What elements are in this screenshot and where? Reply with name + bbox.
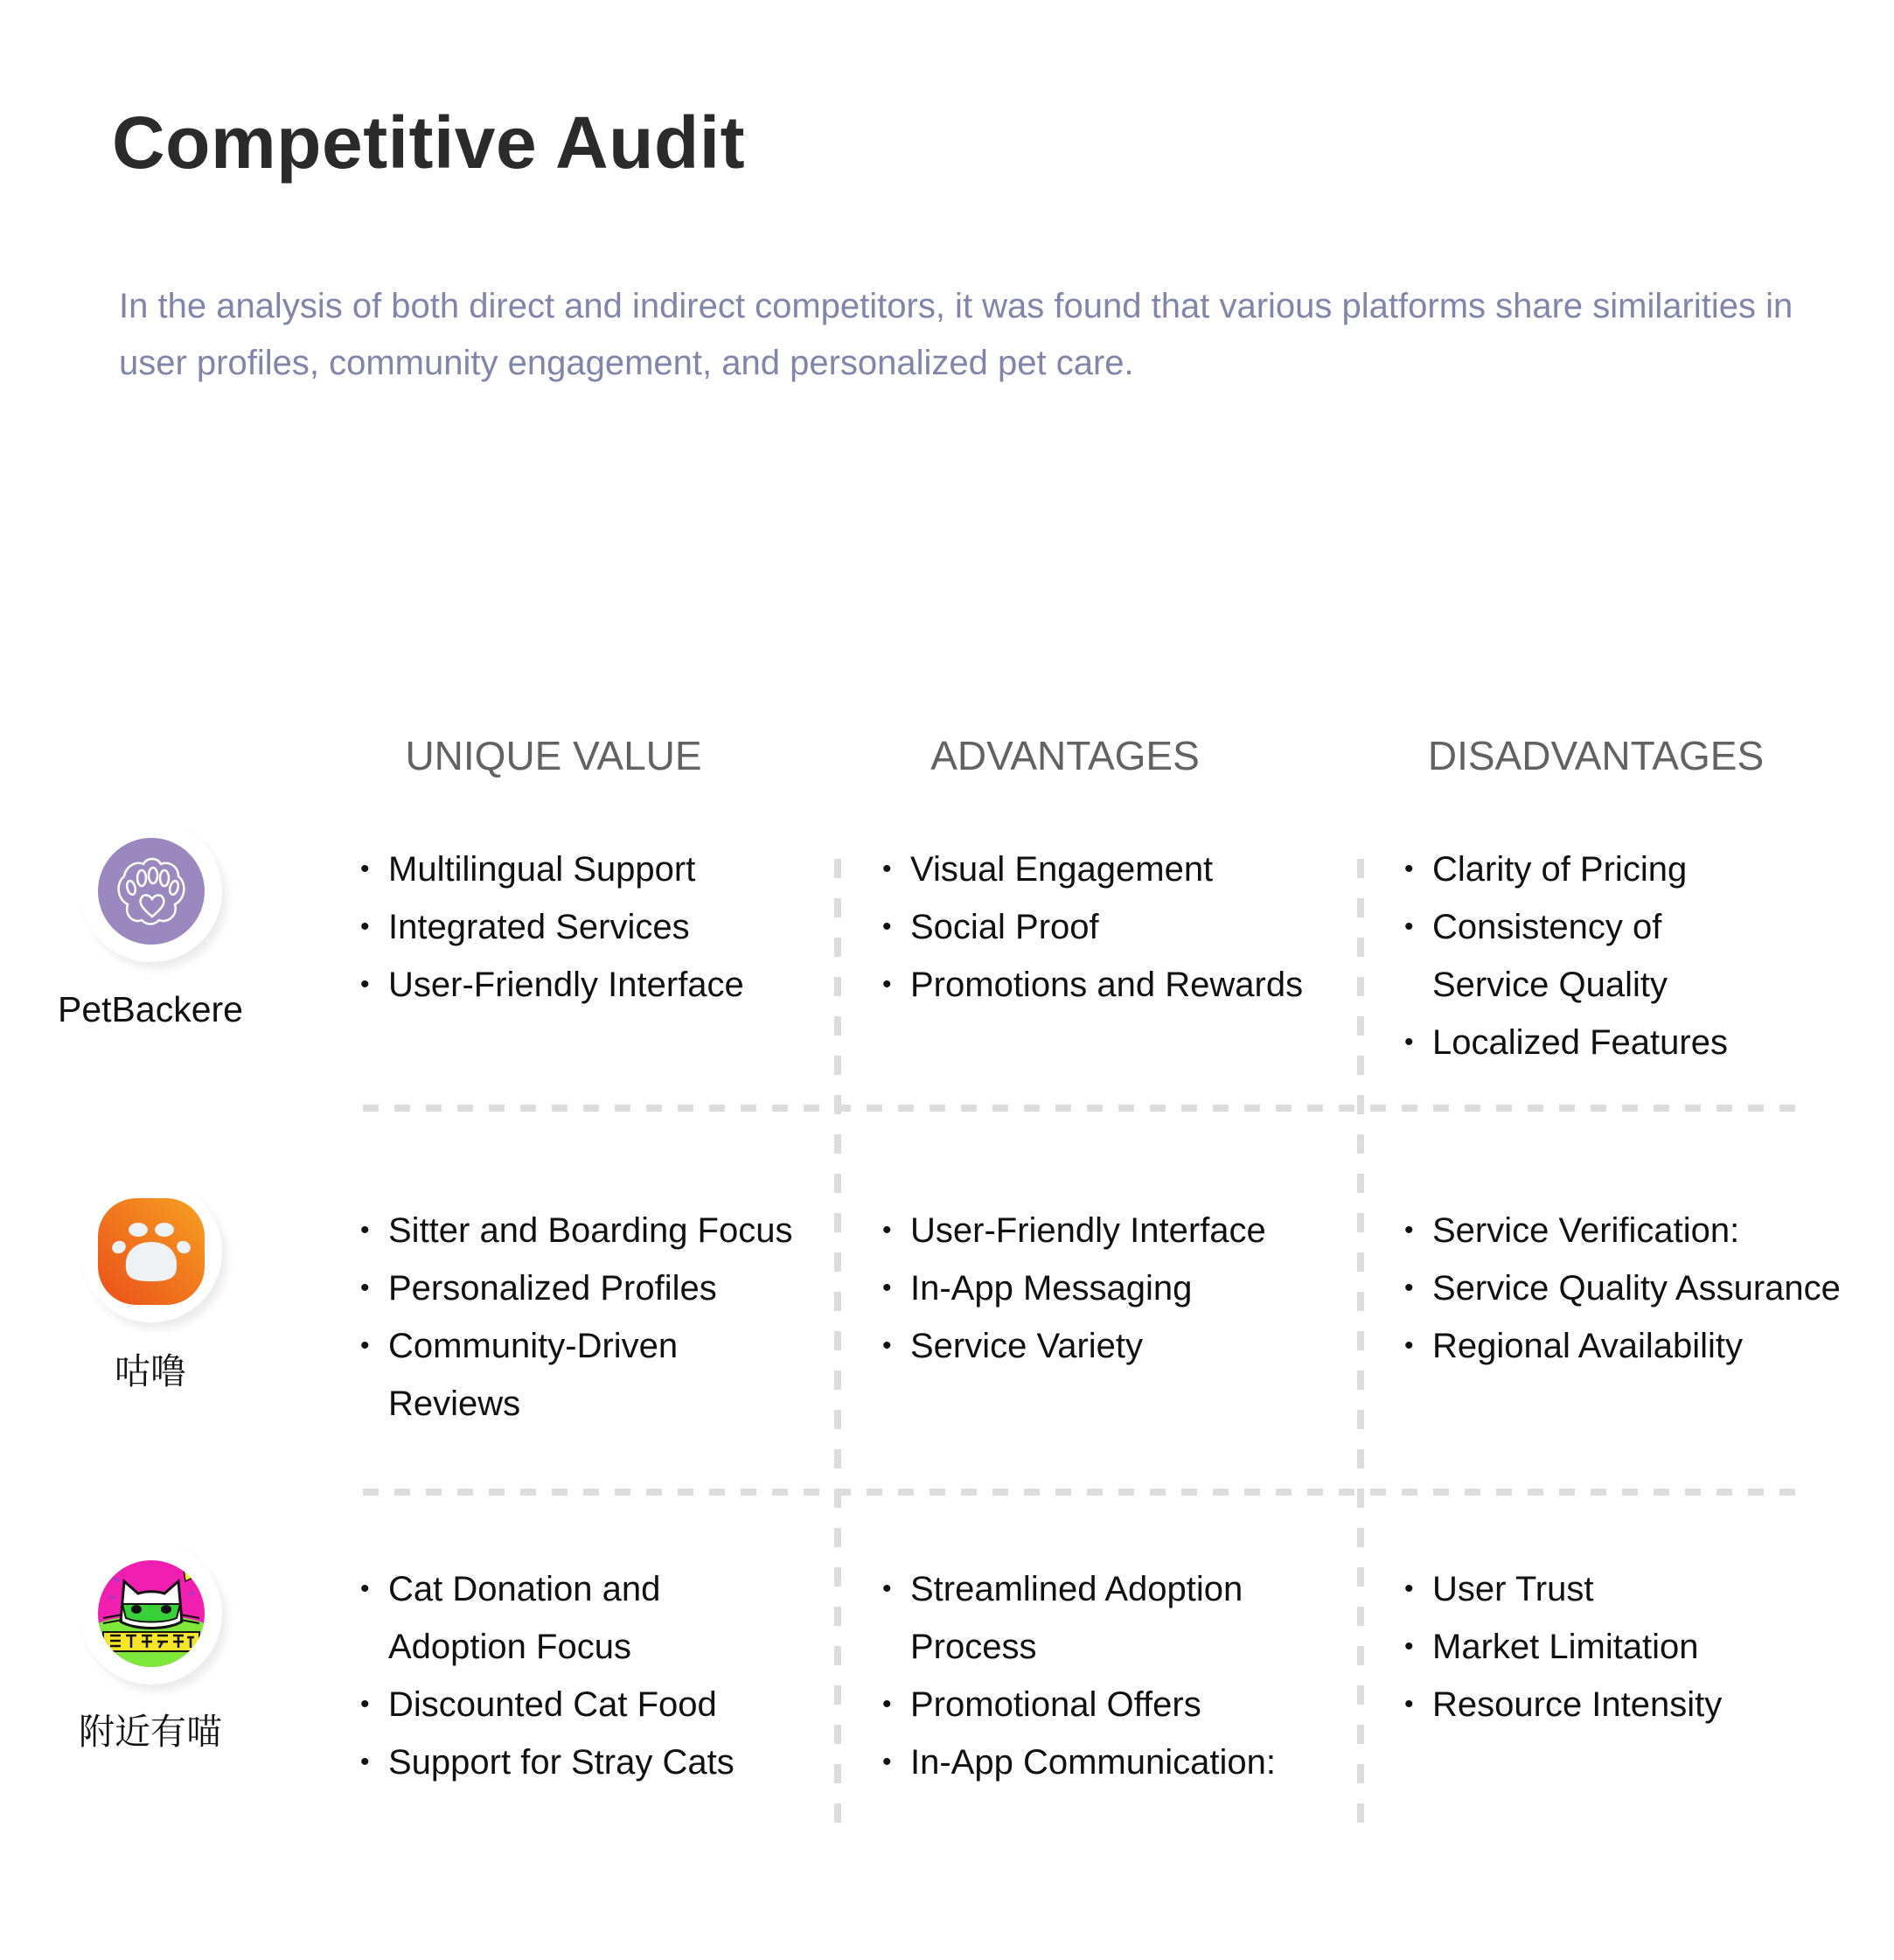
list-item: • Personalized Profiles [362,1259,834,1317]
competitor-name: 附近有喵 [79,1712,222,1752]
column-header-unique-value: UNIQUE VALUE [405,733,702,778]
paw-icon [98,1198,205,1305]
column-header-disadvantages: DISADVANTAGES [1427,733,1765,778]
list-item: • Social Proof [884,898,1356,956]
list-item: • Sitter and Boarding Focus [362,1202,834,1259]
list-item: • Localized Features [1406,1014,1782,1071]
list-item: • Consistency of Service Quality [1406,898,1782,1014]
unique-value-list [362,840,834,1014]
column-divider [834,859,841,1831]
list-item: • Visual Engagement [884,840,1356,898]
list-item: • In-App Communication: [884,1733,1356,1791]
unique-value-list [362,1560,834,1791]
logo-badge [80,1543,222,1684]
list-item: • User-Friendly Interface [884,1202,1356,1259]
advantages-list [884,1202,1356,1375]
row-divider [363,1105,1811,1112]
unique-value-list [362,1202,834,1433]
list-item: • Discounted Cat Food [362,1676,834,1733]
list-item: • In-App Messaging [884,1259,1356,1317]
list-item: • Cat Donation and Adoption Focus [362,1560,668,1676]
logo-badge [80,1181,222,1322]
list-item: • Multilingual Support [362,840,834,898]
column-divider [1357,859,1364,1831]
paw-heart-icon [98,838,205,945]
list-item: • Clarity of Pricing [1406,840,1782,898]
list-item: • Regional Availability [1406,1317,1878,1375]
list-item: • Service Verification: [1406,1202,1878,1259]
list-item: • Community-Driven Reviews [362,1317,686,1433]
list-item: • User Trust [1406,1560,1878,1618]
list-item: • Integrated Services [362,898,834,956]
disadvantages-list [1406,1202,1878,1375]
logo-badge [80,820,222,962]
list-item: • User-Friendly Interface [362,956,834,1014]
list-item: • Promotions and Rewards [884,956,1356,1014]
intro-paragraph: In the analysis of both direct and indirect competitors, it was found that various platforms share similarities in user profiles, community engagement, and personalized pet care. [119,287,1793,382]
list-item: • Service Quality Assurance [1406,1259,1878,1317]
page-title: Competitive Audit [112,101,746,184]
list-item: • Resource Intensity [1406,1676,1878,1733]
competitor-name: 咕噜 [115,1351,186,1392]
list-item: • Promotional Offers [884,1676,1356,1733]
disadvantages-list [1406,840,1782,1071]
cat-face-icon [98,1560,205,1667]
advantages-list [884,840,1356,1014]
disadvantages-list [1406,1560,1878,1733]
column-header-advantages: ADVANTAGES [930,733,1200,778]
list-item: • Market Limitation [1406,1618,1878,1676]
list-item: • Support for Stray Cats [362,1733,834,1791]
list-item: • Streamlined Adoption Process [884,1560,1278,1676]
row-divider [363,1489,1811,1496]
list-item: • Service Variety [884,1317,1356,1375]
advantages-list [884,1560,1356,1791]
competitor-name: PetBackere [58,989,243,1029]
